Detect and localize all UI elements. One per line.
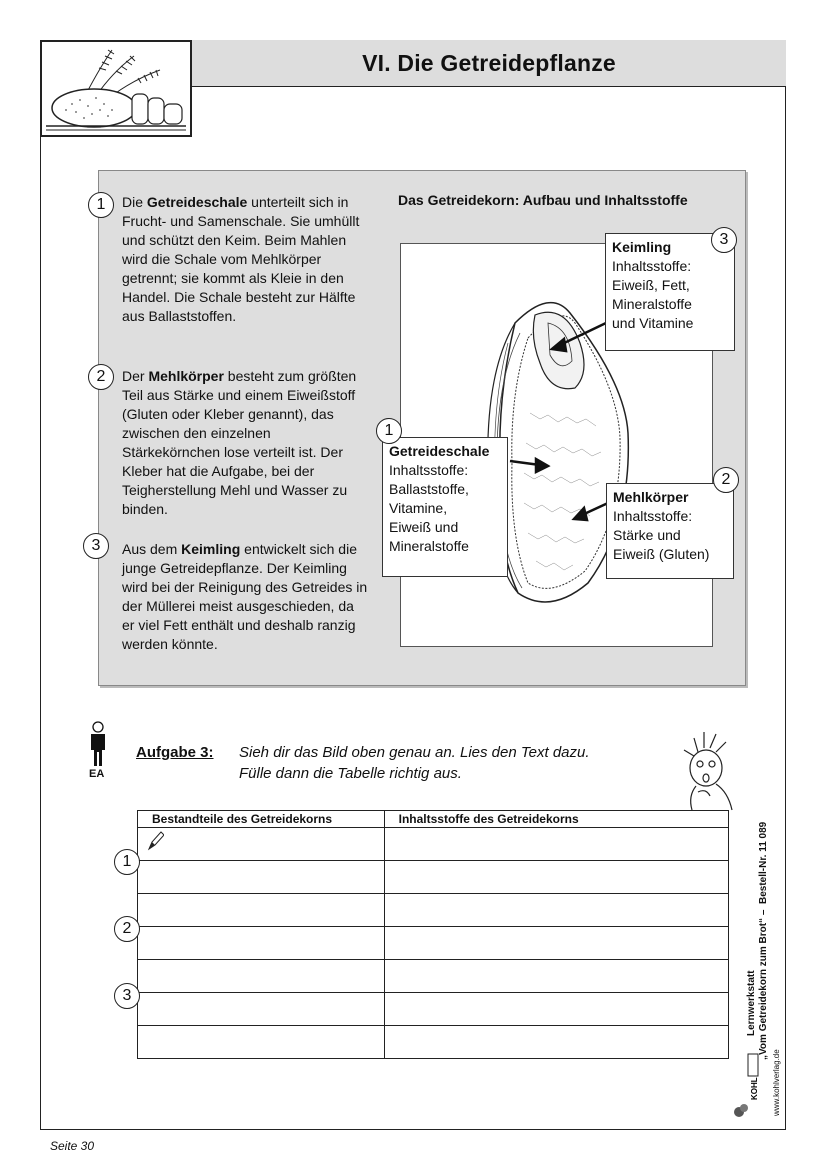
bread-illustration-box xyxy=(40,40,192,137)
ea-label: EA xyxy=(89,768,105,780)
callout-badge-3: 3 xyxy=(711,227,737,253)
table-row xyxy=(138,861,729,894)
student-figure-icon xyxy=(86,720,110,768)
table-header-row xyxy=(138,811,729,828)
task-instructions: Sieh dir das Bild oben genau an. Lies den Text dazu. Fülle dann die Tabelle richtig aus. xyxy=(239,744,590,782)
column-header-bestandteile: Bestandteile des Getreidekorns xyxy=(138,811,385,828)
table-row xyxy=(138,927,729,960)
thinking-boy-icon xyxy=(676,730,744,812)
answer-cell[interactable] xyxy=(138,861,385,894)
answer-cell[interactable] xyxy=(384,894,728,927)
paragraph-mehlkoerper: Der Mehlkörper besteht zum größten Teil aus Stärke und einem Eiweißstoff (Gluten oder Kleber genannt), das zwischen den einzelnen Stärkekörnchen lose verteilt ist. Der Kleber hat die Aufgabe, bei der Teigherstellung Mehl und Wasser zu binden. xyxy=(122,368,357,517)
page-title: VI. Die Getreidepflanze xyxy=(362,49,616,76)
worksheet-table xyxy=(137,810,729,1059)
publisher-name: KOHL xyxy=(750,1077,759,1100)
answer-cell[interactable] xyxy=(138,927,385,960)
paragraph-keimling: Aus dem Keimling entwickelt sich die junge Getreidepflanze. Der Keimling wird bei der Reinigung des Getreides in der Müllerei meist ausgeschieden, da er viel Fett enthält und deshalb ranzig werden könnte. xyxy=(122,541,368,652)
answer-cell[interactable] xyxy=(384,861,728,894)
answer-cell[interactable] xyxy=(384,828,728,861)
paragraph-getreideschale: Die Getreideschale unterteilt sich in Frucht- und Samenschale. Sie umhüllt und schützt den Keim. Beim Mahlen wird die Schale vom Mehlkörper getrennt; sie kommt als Kleie in den Handel. Die Schale besteht zur Hälfte aus Ballaststoffen. xyxy=(122,194,360,324)
side-text-1: „Vom Getreidekorn zum Brot“ – Bestell-Nr. 11 089 xyxy=(758,821,769,1060)
callout-badge-1: 1 xyxy=(376,418,402,444)
answer-cell[interactable] xyxy=(384,927,728,960)
callout-keimling: Keimling Inhaltsstoffe: Eiweiß, Fett, Mineralstoffe und Vitamine xyxy=(605,233,735,351)
number-badge-2: 2 xyxy=(88,364,114,390)
diagram-title: Das Getreidekorn: Aufbau und Inhaltsstoffe xyxy=(398,192,688,208)
column-header-inhaltsstoffe: Inhaltsstoffe des Getreidekorns xyxy=(384,811,728,828)
row-number-1: 1 xyxy=(114,849,140,875)
answer-cell[interactable] xyxy=(138,993,385,1026)
pencil-icon xyxy=(146,830,164,852)
side-text-lernwerkstatt: Lernwerkstatt xyxy=(746,970,757,1036)
bread-and-wheat-icon xyxy=(42,42,190,135)
publisher-logo-icon xyxy=(730,1050,762,1120)
title-band xyxy=(192,40,786,87)
callout-badge-2: 2 xyxy=(713,467,739,493)
answer-cell[interactable] xyxy=(384,1026,728,1059)
row-number-2: 2 xyxy=(114,916,140,942)
page-number: Seite 30 xyxy=(50,1139,95,1153)
row-number-3: 3 xyxy=(114,983,140,1009)
answer-cell[interactable] xyxy=(138,1026,385,1059)
answer-cell[interactable] xyxy=(138,828,385,861)
task-label: Aufgabe 3: xyxy=(136,744,214,761)
table-row xyxy=(138,960,729,993)
answer-cell[interactable] xyxy=(138,894,385,927)
table-row xyxy=(138,894,729,927)
table-row xyxy=(138,1026,729,1059)
side-url: www.kohlverlag.de xyxy=(772,1049,781,1116)
table-row xyxy=(138,828,729,861)
number-badge-3: 3 xyxy=(83,533,109,559)
callout-getreideschale: Getreideschale Inhaltsstoffe: Ballaststoffe, Vitamine, Eiweiß und Mineralstoffe xyxy=(382,437,508,577)
answer-cell[interactable] xyxy=(384,993,728,1026)
answer-cell[interactable] xyxy=(384,960,728,993)
answer-cell[interactable] xyxy=(138,960,385,993)
table-row xyxy=(138,993,729,1026)
callout-mehlkoerper: Mehlkörper Inhaltsstoffe: Stärke und Eiweiß (Gluten) xyxy=(606,483,734,579)
number-badge-1: 1 xyxy=(88,192,114,218)
